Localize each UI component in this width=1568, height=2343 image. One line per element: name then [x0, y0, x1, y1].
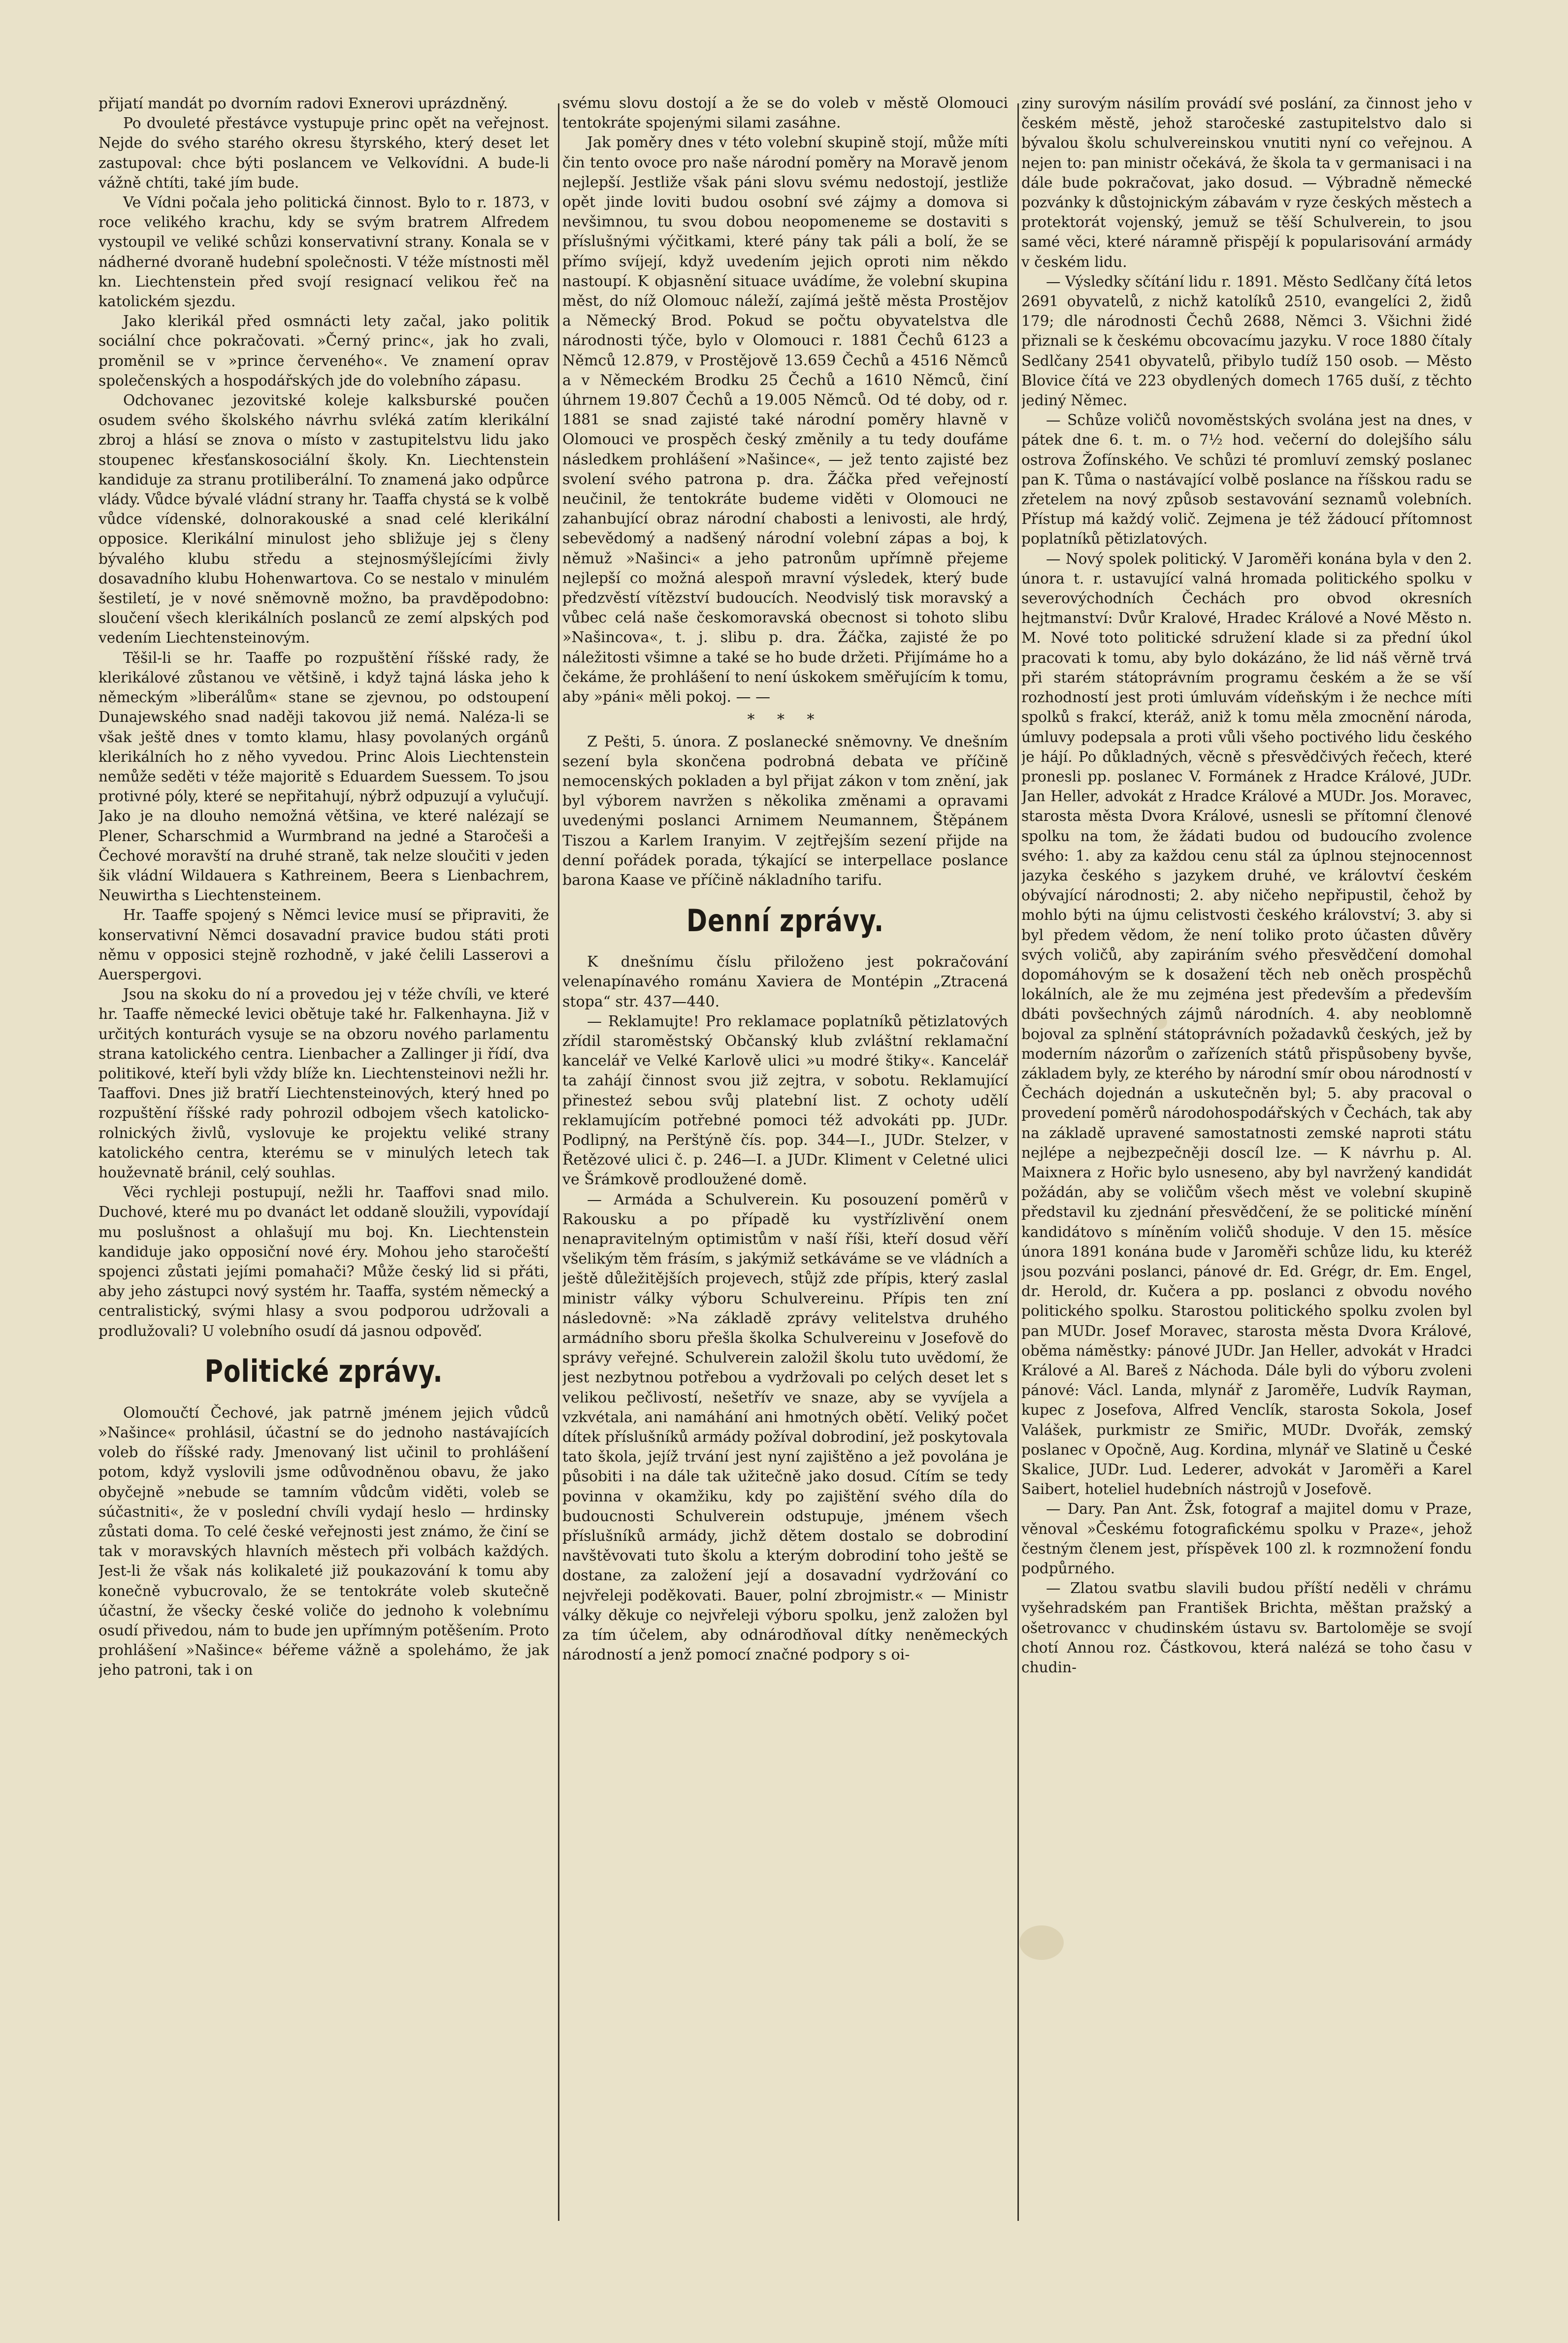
- paragraph: Ve Vídni počala jeho politická činnost. Bylo to r. 1873, v roce velikého krachu, kdy se svým bratrem Alfredem vystoupil ve veliké schůzi konservativní strany. Konala se v nádherné dvoraně hudební společnosti. V téže místnosti měl kn. Liechtenstein před svojí resignací velikou řeč na katolickém sjezdu.: [98, 194, 549, 310]
- newspaper-page: [98, 94, 1472, 2236]
- paragraph: ziny surovým násilím provádí své poslání, za činnost jeho v českém městě, jehož staročeské zastupitelstvo dalo si bývalou školu schulvereinskou vnutiti nyní co veřejnou. A nejen to: pan ministr očekává, že škola ta v germanisaci i na dále bude pokračovat, jako dosud. — Výbradně německé pozvánky k důstojnickým zábavám v ryze českých městech a protektorát vojenský, jemuž se těší Schulverein, to jsou samé věci, které náramně přispějí k popularisování armády v českém lidu.: [1021, 95, 1472, 270]
- section-separator: * * *: [747, 711, 823, 729]
- section-heading-politicke-zpravy: Politické zprávy.: [204, 1353, 443, 1389]
- paragraph: — Armáda a Schulverein. Ku posouzení poměrů v Rakousku a po případě ku vystřízlivění onem nenapravitelným optimistům v naší říši, kteří dosud věří všelikým těm frásím, s jakýmiž setkáváme se ve vládních a ještě důležitějších projevech, stůjž zde přípis, který zaslal ministr války výboru Schulvereinu. Přípis ten zní následovně: »Na základě zprávy velitelstva druhého armádního sboru přešla školka Schulvereinu v Josefově do správy veřejné. Schulverein založil školu tuto uvědomí, že jest nezbytnou potřebou a vydržovali po celých deset let s velikou pečlivostí, nešetřív ve snaze, aby se vyvíjela a vzkvétala, ani namáhání ani hmotných obětí. Veliký počet dítek příslušníků armády požíval dobrodiní, jež poskytovala tato škola, jejíž trvání jest nyní zajištěno a jež povolána je působiti i na dále tak užitečně jako dosud. Cítím se tedy povinna v okamžiku, kdy po zajištění svého díla do budoucnosti Schulverein odstupuje, jménem všech příslušníků armády, jichž dětem dostalo se dobrodiní navštěvovati tuto školu a kterým dobrodiní toho ještě se dostane, za založení její a dosavadní vydržování co nejvřeleji poděkovati. Bauer, polní zbrojmistr.« — Ministr války děkuje co nejvřeleji výboru spolku, jenž založen byl za tím účelem, aby odnárodňoval dítky neněmeckých národností a jenž pomocí značné podpory s oi-: [562, 1191, 1008, 1664]
- column-2: [562, 94, 1008, 2236]
- paragraph: — Reklamujte! Pro reklamace poplatníků pětizlatových zřídil staroměstský Občanský klub zvláštní reklamační kancelář ve Velké Karlově ulici »u modré štiky«. Kancelář ta zahájí činnost svou již zejtra, v sobotu. Reklamující přinesteź sebou svůj platební list. Z ochoty udělí reklamujícím potřebné pomoci též advokáti pp. JUDr. Podlipný, na Perštýně čís. pop. 344—I., JUDr. Stelzer, v Řetězové ulici č. p. 246—I. a JUDr. Kliment v Celetné ulici ve Šrámkově prodloužené domě.: [562, 1012, 1008, 1189]
- paragraph: Hr. Taaffe spojený s Němci levice musí se připraviti, že konservativní Němci dosavadní pravice budou státi proti němu v opposici stejně rozhodně, v jaké čelili Lasserovi a Auerspergovi.: [98, 907, 549, 983]
- paragraph: — Dary. Pan Ant. Žsk, fotograf a majitel domu v Praze, věnoval »Českému fotografickému spolku v Praze«, jehož čestným členem jest, příspěvek 100 zl. k rozmnožení fondu podpůrného.: [1021, 1500, 1472, 1577]
- paragraph: svému slovu dostojí a že se do voleb v městě Olomouci tentokráte spojenými silami zasáhne.: [562, 95, 1008, 132]
- column-3: [1021, 94, 1472, 2236]
- paragraph: Po dvouleté přestávce vystupuje princ opět na veřejnost. Nejde do svého starého okresu štyrského, který deset let zastupoval: chce býti poslancem ve Velkovídni. A bude-li vážně chtíti, také jím bude.: [98, 115, 549, 191]
- paragraph: — Zlatou svatbu slavili budou příští neděli v chrámu vyšehradském pan František Brichta, měštan pražský a ošetrovancc v chudinském ústavu sv. Bartoloměje se svojí chotí Annou roz. Částkovou, která nalézá se toho času v chudin-: [1021, 1580, 1472, 1676]
- paragraph: Jako klerikál před osmnácti lety začal, jako politik sociální chce pokračovati. »Černý princ«, jak ho zvali, proměnil se v »prince červeného«. Ve znamení oprav společenských a hospodářských jde do volebního zápasu.: [98, 313, 549, 389]
- column-1: [98, 94, 549, 2236]
- paragraph: Jsou na skoku do ní a provedou jej v téže chvíli, ve které hr. Taaffe německé levici obětuje také hr. Falkenhayna. Již v určitých konturách vysuje se na obzoru nového parlamentu strana katolického centra. Lienbacher a Zallinger ji řídí, dva politikové, kteří byli vždy blíže kn. Liechtensteinovi nežli hr. Taaffovi. Dnes již bratří Liechtensteinových, který hned po rozpuštění říšské rady pohrozil odbojem všech katolicko-rolnických živlů, vyslovuje ke projektu veliké strany katolického centra, kterému se v minulých letech tak houževnatě bránil, celý souhlas.: [98, 986, 549, 1181]
- paragraph: Jak poměry dnes v této volební skupině stojí, může míti čin tento ovoce pro naše národní poměry na Moravě jenom nejlepší. Jestliže však páni slovu svému nedostojí, jestliže opět jinde loviti budou osobní své zájmy a domova si nevšimnou, tu svou dobou neopomeneme se dostaviti s příslušnými výčitkami, které pány tak páli a bolí, že se přímo svíjejí, když uvedením jejich oproti nim někdo nastoupí. K objasnění situace uvádíme, že volební skupina měst, do níž Olomouc náleží, zajímá ještě města Prostějov a Německý Brod. Pokud se počtu obyvatelstva dle národnosti týče, bylo v Olomouci r. 1881 Čechů 6123 a Němců 12.879, v Prostějově 13.659 Čechů a 4516 Němců a v Německém Brodku 25 Čechů a 1610 Němců, činí úhrnem 19.807 Čechů a 19.005 Němců. Od té doby, od r. 1881 se snad zajisté také národní poměry hlavně v Olomouci ve prospěch český změnily a tu tedy doufáme následkem prohlášení »Našince«, — jež tento zajisté bez svolení svého patrona p. dra. Žáčka před veřejností neučinil, že tentokráte budeme viděti v Olomouci ne zahanbující obraz národní chabosti a lenivosti, ale hrdý, sebevědomý a nadšený národní volební zápas a boj, k němuž »Našinci« a jeho patronům upřímně přejeme nejlepší co možná alespoň mravní výsledek, který bude předzvěstí vítězství budoucích. Neodvislý tisk moravský a vůbec celá naše českomoravská obecnost si tohoto slibu »Našincova«, t. j. slibu p. dra. Žáčka, zajisté že po náležitosti všimne a také se ho bude držeti. Přijímáme ho a čekáme, že prohlášení to není úskokem směřujícím k tomu, aby »páni« měli pokoj. — —: [562, 134, 1008, 706]
- paragraph: K dnešnímu číslu přiloženo jest pokračování velenapínavého románu Xaviera de Montépin „Ztracená stopa“ str. 437—440.: [562, 953, 1008, 1010]
- paragraph: — Schůze voličů novoměstských svolána jest na dnes, v pátek dne 6. t. m. o 7½ hod. večerní do dolejšího sálu ostrova Žofínského. Ve schůzi té promluví zemský poslanec pan K. Tůma o nastávající volbě poslance na říšskou radu se zřetelem na nový způsob sestavování seznamů volebních. Přístup má každý volič. Zejmena je též žádoucí přítomnost poplatníků pětizlatových.: [1021, 412, 1472, 548]
- paragraph: — Nový spolek politický. V Jaroměři konána byla v den 2. února t. r. ustavující valná hromada politického spolku v severovýchodních Čechách pro obvod okresních hejtmanství: Dvůr Kralové, Hradec Králové a Nové Město n. M. Nové toto politické sdružení klade si za přední úkol pracovati k tomu, aby bylo dokázáno, že lid náš věrně trvá při starém státoprávním programu českém a že se vší rozhodností jest proti úmluvám vídeňským i že nechce míti spolků s frakcí, kteráž, aniž k tomu měla zmocnění národa, úmluvy podepsala a proti vůli všeho poctivého lidu českého je hájí. Po důkladných, věcně s přesvědčivých řečech, které pronesli pp. poslanec V. Formánek z Hradce Králové, JUDr. Jan Heller, advokát z Hradce Králové a MUDr. Jos. Moravec, starosta města Dvora Králové, usnesli se přítomní členové spolku na tom, že žádati budou od budoucího zvolence svého: 1. aby za každou cenu stál za úplnou stejnocennost jazyka českého s jazykem druhé, ve královtví českém obývající národnosti; 2. aby ničeho nepřipustil, čehož by mohlo býti na újmu celistvosti českého království; 3. aby si byl předem vědom, že není toliko proto účasten důvěry svých voličů, aby zapiráním svého přesvědčení domohal dopomáhovým se k dosažení těch neb oněch prospěchů lokálních, ale že mu zejména jest především a především dbáti povšechných zájmů národních. 4. aby neoblomně bojoval za splnění státoprávních požadavků českých, jež by moderním názorům o zařízeních států přispůsobeny byvše, základem byly, ze kterého by národní smír obou národností v Čechách dojednán a uskutečněn byl; 5. aby pracoval o provedení poměrů národohospodářských v Čechách, tak aby na základě upravené samostatnosti zemské naproti státu nejlépe a nejbezpečněji doscíl lze. — K návrhu p. Al. Maixnera z Hořic bylo usneseno, aby byl navržený kandidát požádán, aby se voličům všech měst ve volební skupině představil ku zjednání přesvědčení, že se politické mínění kandidátovo s míněním voličů shoduje. V den 15. měsíce února 1891 konána bude v Jaroměři schůze lidu, ku kteréž jsou pozváni poslanci, pánové dr. Ed. Grégr, dr. Em. Engel, dr. Herold, dr. Kučera a pp. poslanci z obvodu nového politického spolku. Starostou politického spolku zvolen byl pan MUDr. Josef Moravec, starosta města Dvora Králové, oběma náměstky: pánové JUDr. Jan Heller, advokát v Hradci Králové a Al. Bareš z Náchoda. Dále byli do výboru zvoleni pánové: Václ. Landa, mlynář z Jaroměře, Ludvík Rayman, kupec z Josefova, Alfred Venclík, starosta Sokola, Josef Valášek, purkmistr ze Smiřic, MUDr. Dvořák, zemský poslanec v Opočně, Aug. Kordina, mlynář ve Slatině u České Skalice, JUDr. Lud. Lederer, advokát v Jaroměři a Karel Saibert, hoteliel hudebních nástrojů v Josefově.: [1021, 550, 1472, 1498]
- paragraph: Z Pešti, 5. února. Z poslanecké sněmovny. Ve dnešním sezení byla skončena podrobná debata ve příčině nemocenských pokladen a byl přijat zákon v tom znění, jak byl výborem navržen s několika změnami a opravami uvedenými poslanci Arnimem Neumannem, Štěpánem Tiszou a Karlem Iranyim. V zejtřejším sezení přijde na denní pořádek porada, týkající se interpellace poslance barona Kaase ve příčině nákladního tarifu.: [562, 733, 1008, 889]
- paragraph: Odchovanec jezovitské koleje kalksburské poučen osudem svého školského návrhu svléká zatím klerikální zbroj a hlásí se znova o místo v zastupitelstvu lidu jako stoupenec křesťanskosociální školy. Kn. Liechtenstein kandiduje za stranu protiliberální. To znamená jako odpůrce vlády. Vůdce bývalé vládní strany hr. Taaffa chystá se k volbě vůdce vídenské, dolnorakouské a snad celé klerikální opposice. Klerikální minulost jeho sbližuje jej s členy bývalého klubu středu a stejnosmýšlejícími živly dosavadního klubu Hohenwartova. Co se nestalo v minulém šestiletí, je v nové sněmovně možno, ba pravděpodobno: sloučení všech klerikálních poslanců ze zemí alpských pod vedením Liechtensteinovým.: [98, 392, 549, 647]
- paragraph: přijatí mandát po dvorním radovi Exnerovi uprázdněný.: [98, 95, 508, 112]
- paragraph: — Výsledky sčítání lidu r. 1891. Město Sedlčany čítá letos 2691 obyvatelů, z nichž katolíků 2510, evangelíci 2, židů 179; dle národnosti Čechů 2688, Němci 3. Všichni židé přiznali se k českému obcovacímu jazyku. V roce 1880 čítaly Sedlčany 2541 obyvatelů, přibylo tudíž 150 osob. — Město Blovice čítá ve 223 obydlených domech 1765 duší, z těchto jediný Němec.: [1021, 273, 1472, 409]
- paragraph: Věci rychleji postupují, nežli hr. Taaffovi snad milo. Duchové, které mu po dvanáct let oddaně sloužili, vypovídají mu poslušnost a ohlašují mu boj. Kn. Liechtenstein kandiduje jako opposiční nové éry. Mohou jeho staročeští spojenci zůstati jejími pomahači? Může český lid si přáti, aby jeho zástupci nový systém hr. Taaffa, systém německý a centralistický, svými hlasy a svou podporou udržovali a prodlužovali? U volebního osudí dá jasnou odpověď.: [98, 1184, 549, 1339]
- paragraph: Olomoučtí Čechové, jak patrně jménem jejich vůdců »Našince« prohlásil, účastní se do jednoho nastávajících voleb do říšské rady. Jmenovaný list učinil to prohlášení potom, když vyslovili jsme odůvodněnou obavu, že jako obyčejně »nebude se tamním vůdcům viděti, voleb se súčastniti«, že v poslední chvíli vydají heslo — hrdinsky zůstati doma. To celé české veřejnosti jest známo, že činí se tak v moravských hlavních městech při volbách každých. Jest-li že však nás kolikaleté již poukazování k tomu aby konečně vybucrovalo, že se tentokráte voleb skutečně účastní, že všecky české voliče do jednoho k volebnímu osudí přivedou, nám to bude jen upřímným potěšením. Proto prohlášení »Našince« béřeme vážně a spolehámo, že jak jeho patroni, tak i on: [98, 1404, 549, 1679]
- section-heading-denni-zpravy: Denní zprávy.: [686, 903, 884, 939]
- paragraph: Těšil-li se hr. Taaffe po rozpuštění říšské rady, že klerikálové zůstanou ve většině, i když tajná láska jeho k německým »liberálům« stane se zjevnou, po odstoupení Dunajewského snad naději takovou již nemá. Naléza-li se však ještě dnes v tomto klamu, hlasy povolaných orgánů klerikálních ho z něho vyvedou. Princ Alois Liechtenstein nemůže seděti v téže majoritě s Eduardem Suessem. To jsou protivné póly, které se nepřitahují, nýbrž odpuzují a vylučují. Jako je na dlouho nemožná většina, ve které nalézají se Plener, Scharschmid a Wurmbrand na jedné a Staročeši a Čechové moravští na druhé straně, tak nelze sloučiti v jeden šik vládní Wildauera s Kathreinem, Beera s Lienbachrem, Neuwirtha s Liechtensteinem.: [98, 649, 549, 904]
